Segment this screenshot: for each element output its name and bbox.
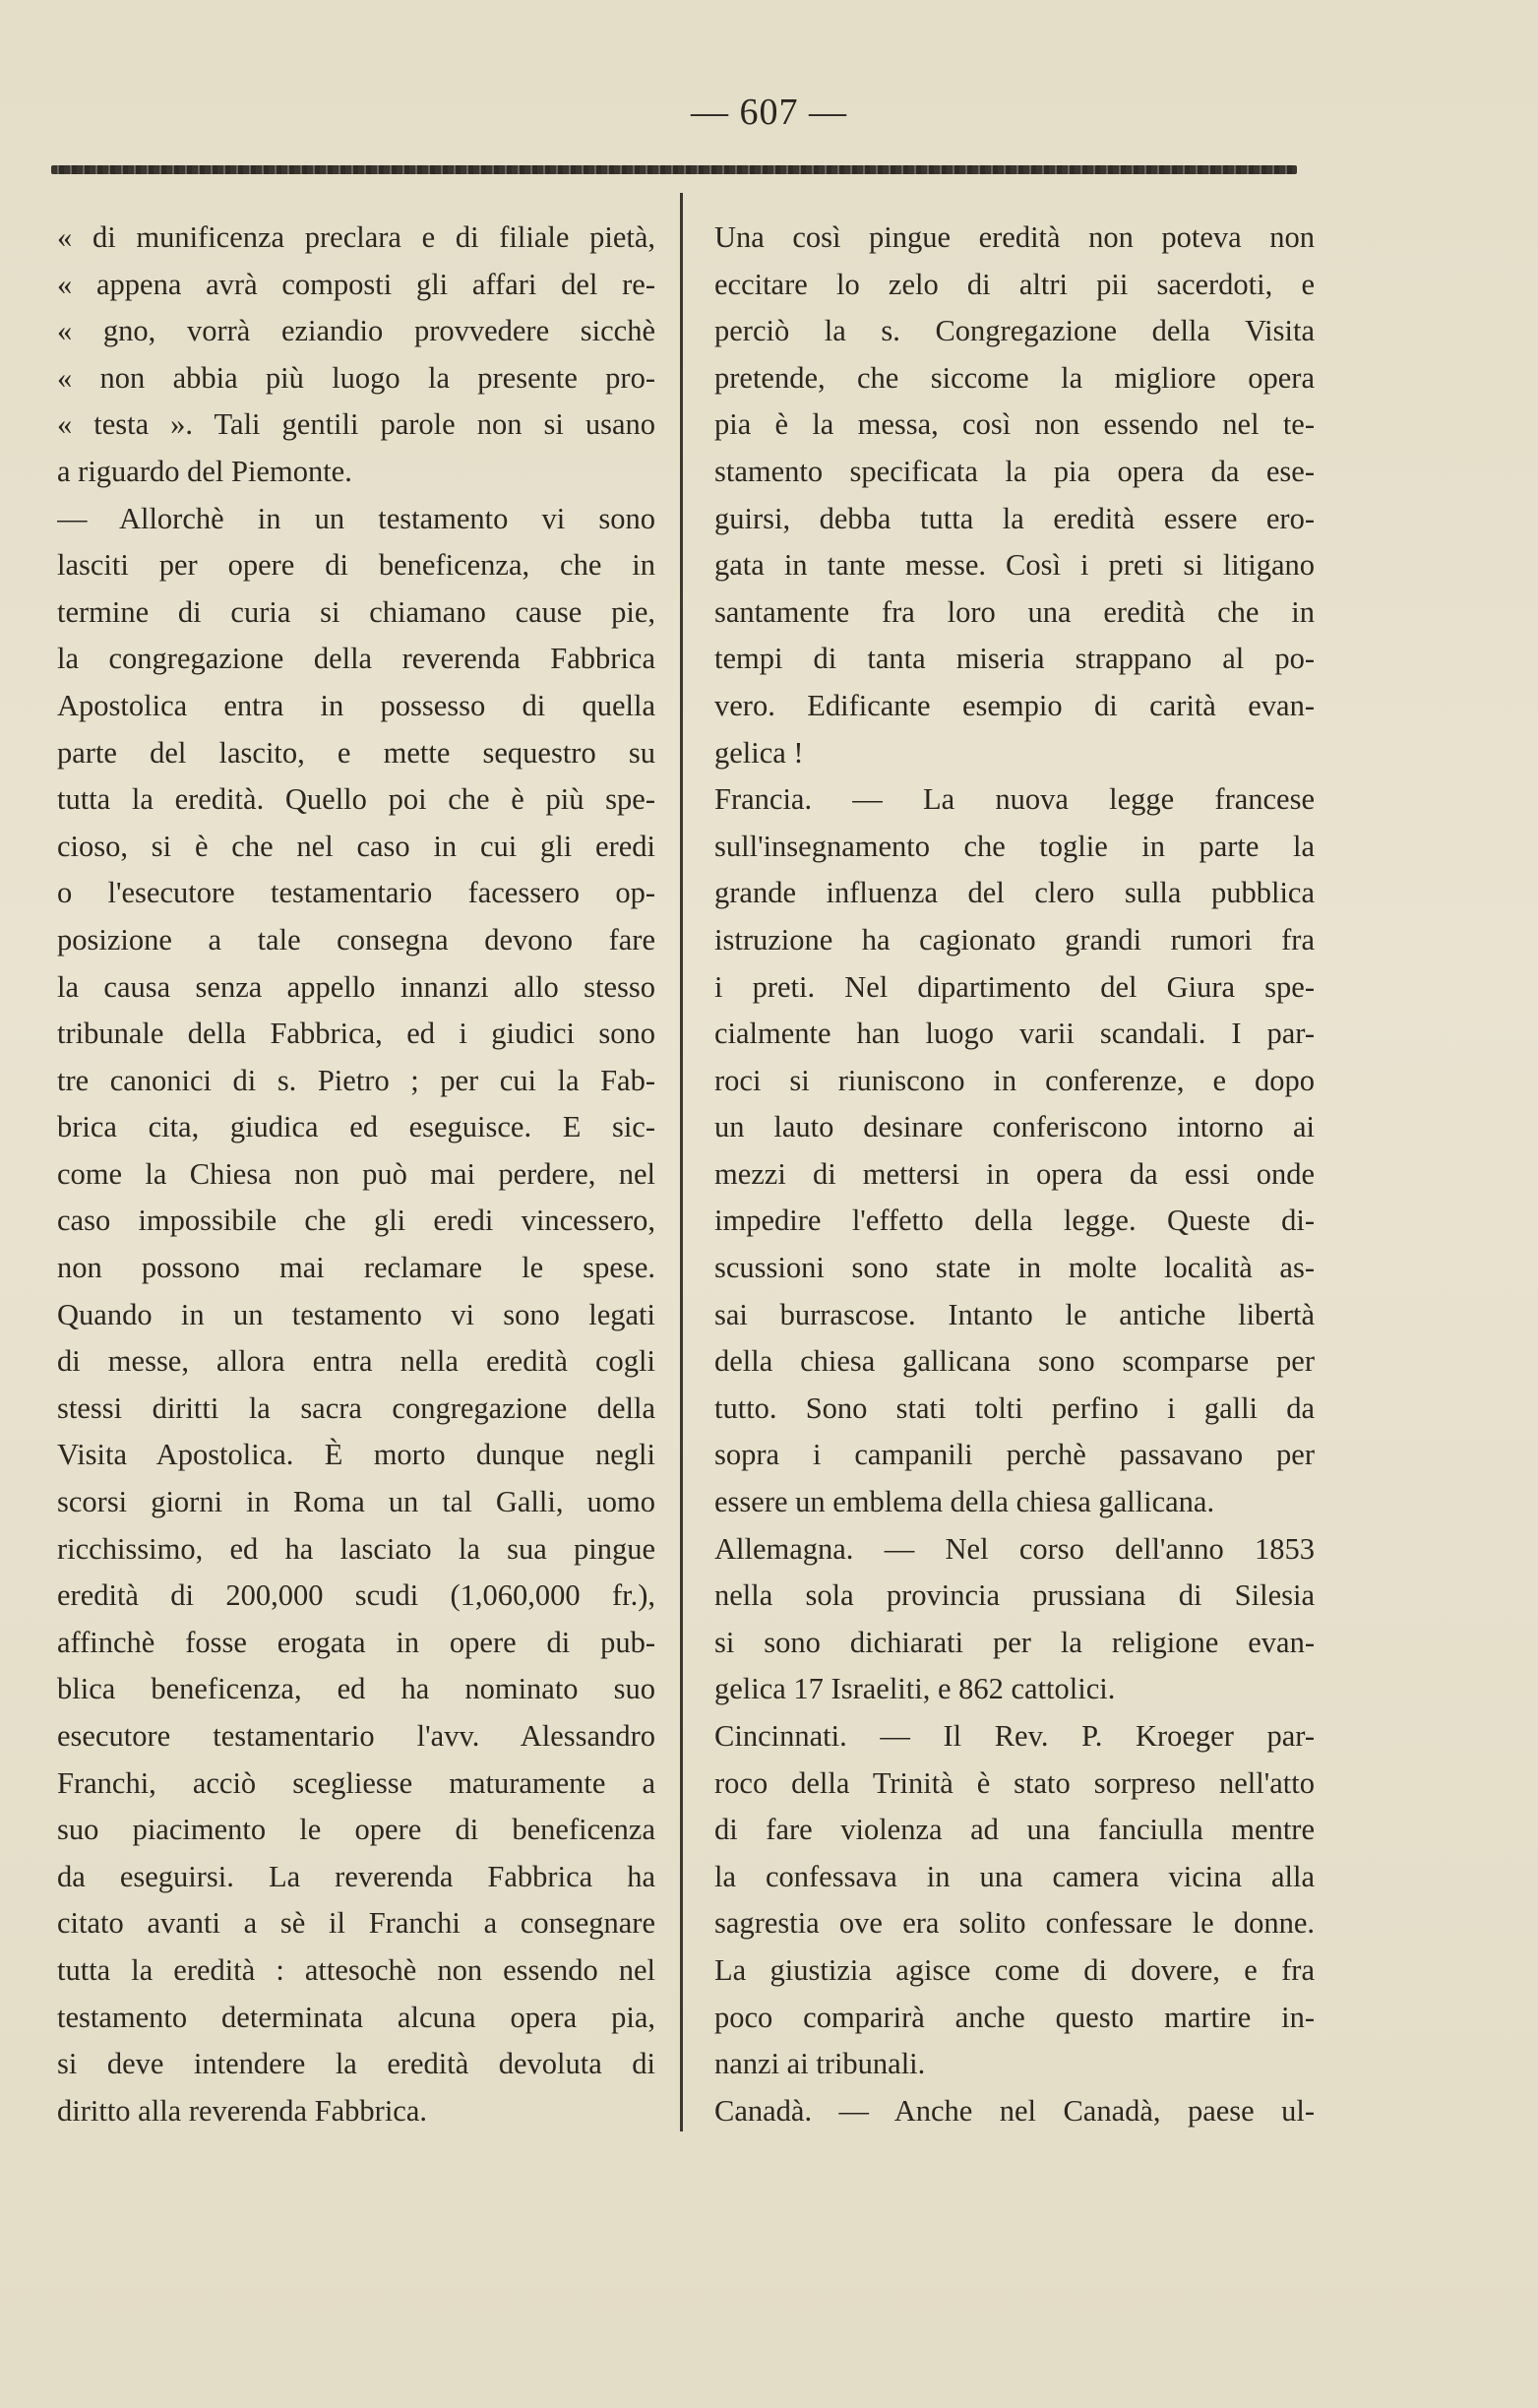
text-line: vero. Edificante esempio di carità evan-: [714, 688, 1315, 722]
text-line: posizione a tale consegna devono fare: [57, 922, 655, 957]
text-line: o l'esecutore testamentario facessero op-: [57, 876, 655, 910]
text-line: Apostolica entra in possesso di quella: [57, 688, 655, 722]
text-line: « non abbia più luogo la presente pro-: [57, 360, 655, 395]
text-line: lasciti per opere di beneficenza, che in: [57, 548, 655, 583]
text-line: come la Chiesa non può mai perdere, nel: [57, 1156, 655, 1191]
text-line: stamento specificata la pia opera da ese-: [714, 454, 1315, 488]
text-line: Franchi, acciò scegliesse maturamente a: [57, 1765, 655, 1800]
text-line: eccitare lo zelo di altri pii sacerdoti, e: [714, 267, 1315, 301]
text-line: si sono dichiarati per la religione evan-: [714, 1625, 1315, 1659]
text-line: « appena avrà composti gli affari del re-: [57, 267, 655, 301]
text-line: « di munificenza preclara e di filiale pietà,: [57, 220, 655, 254]
text-line: termine di curia si chiamano cause pie,: [57, 594, 655, 629]
text-line: suo piacimento le opere di beneficenza: [57, 1813, 655, 1847]
text-line: esecutore testamentario l'avv. Alessandro: [57, 1719, 655, 1753]
text-line: citato avanti a sè il Franchi a consegnare: [57, 1906, 655, 1941]
text-line: poco comparirà anche questo martire in-: [714, 2000, 1315, 2034]
text-line: tutta la eredità. Quello poi che è più spe-: [57, 782, 655, 817]
text-line: non possono mai reclamare le spese.: [57, 1251, 655, 1285]
page-number: — 607 —: [691, 92, 847, 133]
text-line: « gno, vorrà eziandio provvedere sicchè: [57, 314, 655, 348]
text-line: la confessava in una camera vicina alla: [714, 1859, 1315, 1893]
text-line: gata in tante messe. Così i preti si litigano: [714, 548, 1315, 583]
text-line: Visita Apostolica. È morto dunque negli: [57, 1438, 655, 1472]
text-line: un lauto desinare conferiscono intorno ai: [714, 1110, 1315, 1144]
text-line: caso impossibile che gli eredi vincessero,: [57, 1204, 655, 1238]
text-line: scorsi giorni in Roma un tal Galli, uomo: [57, 1485, 655, 1519]
text-line: — Allorchè in un testamento vi sono: [57, 501, 655, 535]
text-line: i preti. Nel dipartimento del Giura spe-: [714, 969, 1315, 1004]
text-line: « testa ». Tali gentili parole non si usano: [57, 407, 655, 442]
text-line: affinchè fosse erogata in opere di pub-: [57, 1625, 655, 1659]
section-cincinnati-line: Cincinnati. — Il Rev. P. Kroeger par-: [714, 1719, 1315, 1753]
text-line: sopra i campanili perchè passavano per: [714, 1438, 1315, 1472]
text-line: La giustizia agisce come di dovere, e fra: [714, 1952, 1315, 1987]
text-line: roco della Trinità è stato sorpreso nell'atto: [714, 1765, 1315, 1800]
text-line: della chiesa gallicana sono scomparse per: [714, 1344, 1315, 1379]
text-line: la causa senza appello innanzi allo stesso: [57, 969, 655, 1004]
text-line: si deve intendere la eredità devoluta di: [57, 2047, 655, 2081]
text-line: tre canonici di s. Pietro ; per cui la Fab-: [57, 1063, 655, 1097]
section-canada-line: Canadà. — Anche nel Canadà, paese ul-: [714, 2093, 1315, 2128]
text-line: la congregazione della reverenda Fabbrica: [57, 642, 655, 676]
text-line: Una così pingue eredità non poteva non: [714, 220, 1315, 254]
text-line: nella sola provincia prussiana di Silesia: [714, 1578, 1315, 1613]
text-line: gelica 17 Israeliti, e 862 cattolici.: [714, 1672, 1116, 1706]
text-line: essere un emblema della chiesa gallicana.: [714, 1485, 1215, 1519]
text-line: a riguardo del Piemonte.: [57, 454, 352, 488]
text-line: istruzione ha cagionato grandi rumori fra: [714, 922, 1315, 957]
text-line: tribunale della Fabbrica, ed i giudici sono: [57, 1017, 655, 1051]
text-line: tempi di tanta miseria strappano al po-: [714, 642, 1315, 676]
text-line: mezzi di mettersi in opera da essi onde: [714, 1156, 1315, 1191]
text-line: da eseguirsi. La reverenda Fabbrica ha: [57, 1859, 655, 1893]
text-line: grande influenza del clero sulla pubblica: [714, 876, 1315, 910]
text-line: cialmente han luogo varii scandali. I par-: [714, 1017, 1315, 1051]
text-line: perciò la s. Congregazione della Visita: [714, 314, 1315, 348]
text-line: testamento determinata alcuna opera pia,: [57, 2000, 655, 2034]
text-line: gelica !: [714, 735, 804, 770]
text-line: pretende, che siccome la migliore opera: [714, 360, 1315, 395]
text-line: parte del lascito, e mette sequestro su: [57, 735, 655, 770]
text-line: nanzi ai tribunali.: [714, 2047, 926, 2081]
text-line: stessi diritti la sacra congregazione della: [57, 1390, 655, 1425]
text-line: sagrestia ove era solito confessare le donne.: [714, 1906, 1315, 1941]
text-line: pia è la messa, così non essendo nel te-: [714, 407, 1315, 442]
text-line: impedire l'effetto della legge. Queste di-: [714, 1204, 1315, 1238]
section-allemagna-line: Allemagna. — Nel corso dell'anno 1853: [714, 1531, 1315, 1566]
text-line: eredità di 200,000 scudi (1,060,000 fr.),: [57, 1578, 655, 1613]
text-line: brica cita, giudica ed eseguisce. E sic-: [57, 1110, 655, 1144]
section-francia-line: Francia. — La nuova legge francese: [714, 782, 1315, 817]
text-line: Quando in un testamento vi sono legati: [57, 1297, 655, 1331]
header-rule: [51, 165, 1297, 174]
text-line: cioso, si è che nel caso in cui gli eredi: [57, 829, 655, 863]
text-line: di fare violenza ad una fanciulla mentre: [714, 1813, 1315, 1847]
text-line: sull'insegnamento che toglie in parte la: [714, 829, 1315, 863]
text-line: roci si riuniscono in conferenze, e dopo: [714, 1063, 1315, 1097]
text-line: sai burrascose. Intanto le antiche libertà: [714, 1297, 1315, 1331]
text-line: ricchissimo, ed ha lasciato la sua pingue: [57, 1531, 655, 1566]
text-line: blica beneficenza, ed ha nominato suo: [57, 1672, 655, 1706]
text-line: tutto. Sono stati tolti perfino i galli da: [714, 1390, 1315, 1425]
text-line: tutta la eredità : attesochè non essendo nel: [57, 1952, 655, 1987]
text-line: santamente fra loro una eredità che in: [714, 594, 1315, 629]
column-divider: [680, 193, 683, 2131]
text-line: scussioni sono state in molte località as-: [714, 1251, 1315, 1285]
left-column: [57, 215, 655, 2133]
text-line: guirsi, debba tutta la eredità essere ero-: [714, 501, 1315, 535]
text-line: diritto alla reverenda Fabbrica.: [57, 2093, 427, 2128]
right-column: [714, 215, 1315, 2143]
text-line: di messe, allora entra nella eredità cogli: [57, 1344, 655, 1379]
